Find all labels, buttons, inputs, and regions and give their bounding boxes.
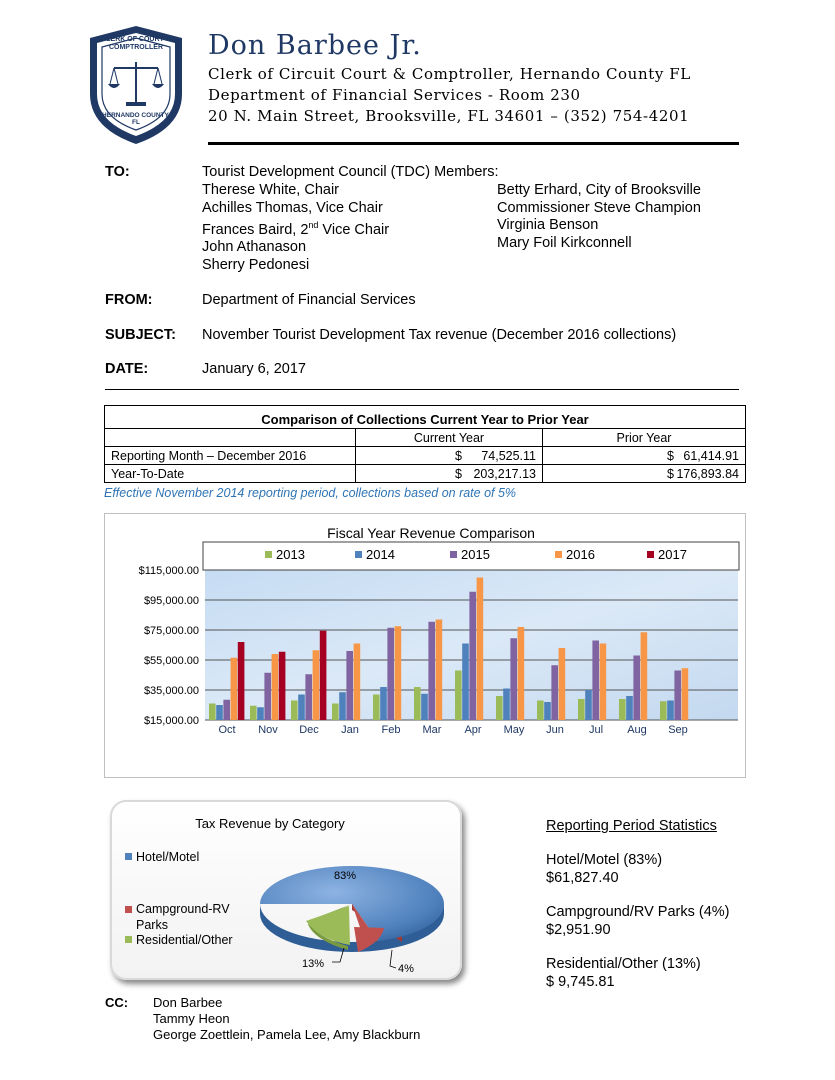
- table-row: [105, 447, 746, 465]
- current-value: 74,525.11: [481, 448, 536, 463]
- bar-2013-Aug: [619, 699, 626, 720]
- prior-cell: [543, 465, 746, 483]
- table-title: Comparison of Collections Current Year to Prior Year: [105, 406, 746, 429]
- bar-2016-Jul: [600, 644, 607, 721]
- col-current-header: Current Year: [356, 429, 543, 447]
- legend-swatch-2016: [555, 551, 562, 558]
- bar-2015-Aug: [633, 656, 640, 721]
- bar-2013-Oct: [209, 704, 216, 721]
- bar-2014-Sep: [667, 701, 674, 721]
- bar-2015-Feb: [387, 628, 394, 720]
- legend-label-2017: 2017: [658, 547, 687, 562]
- bar-2014-Feb: [380, 687, 387, 720]
- current-cell: [356, 447, 543, 465]
- prior-cell: [543, 447, 746, 465]
- member: Betty Erhard, City of Brooksville: [497, 182, 701, 198]
- member: John Athanason: [202, 239, 307, 256]
- legend-campground-line2: Parks: [136, 918, 168, 932]
- chart-title: Fiscal Year Revenue Comparison: [327, 525, 535, 541]
- x-tick-label: Aug: [627, 724, 647, 736]
- legend-campground: Campground-RV: [136, 902, 230, 916]
- legend-swatch-hotel: [125, 853, 132, 860]
- pie-label-residential: 13%: [302, 958, 325, 970]
- bar-2016-Dec: [313, 650, 320, 720]
- cc-label: CC:: [105, 995, 129, 1010]
- legend-hotel: Hotel/Motel: [136, 850, 200, 864]
- cc-line: Tammy Heon: [153, 1011, 230, 1026]
- legend-swatch-2017: [647, 551, 654, 558]
- legend-label-2013: 2013: [276, 547, 305, 562]
- legend-swatch-2015: [450, 551, 457, 558]
- table-corner-cell: [105, 429, 356, 447]
- cc-line: Don Barbee: [153, 995, 223, 1010]
- row-label: Reporting Month – December 2016: [105, 447, 356, 465]
- bar-2016-Aug: [641, 632, 648, 720]
- x-tick-label: Sep: [668, 724, 688, 736]
- clerk-title-line: Clerk of Circuit Court & Comptroller, Hernando County FL: [208, 65, 691, 83]
- legend-swatch-campground: [125, 906, 132, 913]
- bar-2017-Oct: [238, 642, 245, 720]
- currency-symbol: $: [455, 448, 462, 463]
- to-label: TO:: [105, 164, 130, 180]
- subject-value: November Tourist Development Tax revenue (December 2016 collections): [202, 327, 677, 343]
- bar-2015-Sep: [674, 671, 681, 721]
- memo-rule: [105, 389, 739, 390]
- members-left-list: [202, 182, 389, 274]
- bar-2014-Jan: [339, 692, 346, 720]
- clerk-name: Don Barbee Jr.: [208, 30, 422, 61]
- seal-top-text: CLERK OF COURT & COMPTROLLER: [101, 36, 171, 51]
- pie-title: Tax Revenue by Category: [195, 816, 345, 831]
- x-tick-label: Jan: [341, 724, 359, 736]
- bar-2015-Jul: [592, 641, 599, 721]
- x-tick-label: Apr: [464, 724, 482, 736]
- bar-2016-May: [518, 627, 525, 720]
- bar-2016-Mar: [436, 620, 443, 721]
- stat-value-campground: $2,951.90: [546, 922, 611, 938]
- member: Achilles Thomas, Vice Chair: [202, 199, 383, 216]
- table-row: [105, 465, 746, 483]
- prior-value: 176,893.84: [676, 466, 739, 481]
- comparison-table: [104, 405, 746, 483]
- bar-2014-Nov: [257, 707, 264, 720]
- col-prior-header: Prior Year: [543, 429, 746, 447]
- bar-2016-Sep: [682, 668, 689, 720]
- member: Frances Baird, 2nd Vice Chair: [202, 220, 390, 238]
- bar-2016-Oct: [231, 658, 238, 720]
- member: Virginia Benson: [497, 217, 599, 233]
- current-cell: [356, 465, 543, 483]
- x-tick-label: Nov: [258, 724, 278, 736]
- x-tick-label: May: [503, 724, 525, 736]
- x-tick-label: Mar: [422, 724, 442, 736]
- bar-2016-Apr: [477, 578, 484, 721]
- bar-2015-Jan: [346, 651, 353, 720]
- bar-2013-Apr: [455, 671, 462, 721]
- to-intro: Tourist Development Council (TDC) Members:: [202, 164, 499, 180]
- bar-2015-Nov: [264, 673, 271, 720]
- bar-2015-Oct: [223, 700, 230, 720]
- bar-2013-Nov: [250, 706, 257, 720]
- bar-2015-Dec: [305, 674, 312, 720]
- bar-2014-Mar: [421, 694, 428, 720]
- x-tick-label: Jul: [588, 724, 604, 736]
- member: Sherry Pedonesi: [202, 256, 310, 273]
- y-tick-label: $75,000.00: [143, 625, 199, 637]
- legend-label-2016: 2016: [566, 547, 595, 562]
- address-line: 20 N. Main Street, Brooksville, FL 34601 – (352) 754-4201: [208, 107, 690, 125]
- x-tick-label: Oct: [218, 724, 236, 736]
- pie-label-hotel: 83%: [334, 870, 357, 882]
- bar-2013-Jan: [332, 704, 339, 721]
- member: Mary Foil Kirkconnell: [497, 234, 632, 251]
- bar-2013-Dec: [291, 701, 298, 721]
- category-pie-chart: [110, 800, 462, 980]
- currency-symbol: $: [667, 448, 674, 463]
- stat-value-hotel: $61,827.40: [546, 870, 619, 886]
- bar-2014-Jul: [585, 690, 592, 720]
- date-value: January 6, 2017: [202, 361, 306, 377]
- bar-2014-Aug: [626, 696, 633, 720]
- bar-2015-Apr: [469, 592, 476, 720]
- current-value: 203,217.13: [473, 466, 536, 481]
- pie-leader-campground: [390, 950, 396, 968]
- y-tick-label: $15,000.00: [143, 715, 199, 727]
- pie-label-campground: 4%: [398, 963, 414, 975]
- bar-2017-Dec: [320, 631, 327, 720]
- revenue-bar-chart: [105, 514, 745, 777]
- member: Commissioner Steve Champion: [497, 199, 701, 216]
- legend-swatch-residential: [125, 936, 132, 943]
- from-label: FROM:: [105, 292, 153, 308]
- revenue-chart-frame: [104, 513, 746, 778]
- y-tick-label: $55,000.00: [143, 655, 199, 667]
- subject-label: SUBJECT:: [105, 327, 176, 343]
- bar-2016-Feb: [395, 626, 402, 720]
- bar-2015-May: [510, 638, 517, 720]
- bar-2014-Oct: [216, 705, 223, 720]
- stat-label-hotel: Hotel/Motel (83%): [546, 852, 663, 868]
- bar-2016-Jan: [354, 644, 361, 721]
- y-tick-label: $95,000.00: [143, 595, 199, 607]
- bar-2014-Apr: [462, 644, 469, 721]
- stat-value-residential: $ 9,745.81: [546, 974, 615, 990]
- cc-line: George Zoettlein, Pamela Lee, Amy Blackburn: [153, 1027, 421, 1042]
- currency-symbol: $: [667, 466, 674, 481]
- stat-label-residential: Residential/Other (13%): [546, 956, 701, 972]
- department-line: Department of Financial Services - Room 230: [208, 86, 581, 104]
- rate-note: Effective November 2014 reporting period, collections based on rate of 5%: [104, 486, 517, 500]
- member: Therese White, Chair: [202, 182, 339, 198]
- bar-2015-Jun: [551, 665, 558, 720]
- members-right-list: [497, 182, 701, 252]
- stat-label-campground: Campground/RV Parks (4%): [546, 904, 730, 920]
- seal-bottom-text: HERNANDO COUNTY, FL: [102, 112, 170, 126]
- bar-2015-Mar: [428, 622, 435, 720]
- bar-2013-May: [496, 696, 503, 720]
- row-label: Year-To-Date: [105, 465, 356, 483]
- bar-2014-Dec: [298, 695, 305, 721]
- y-tick-label: $35,000.00: [143, 685, 199, 697]
- legend-label-2015: 2015: [461, 547, 490, 562]
- bar-2014-May: [503, 689, 510, 721]
- currency-symbol: $: [455, 466, 462, 481]
- header-rule: [208, 142, 739, 145]
- bar-2013-Jun: [537, 701, 544, 721]
- x-tick-label: Feb: [381, 724, 401, 736]
- x-tick-label: Jun: [546, 724, 564, 736]
- legend-label-2014: 2014: [366, 547, 395, 562]
- bar-2013-Sep: [660, 701, 667, 720]
- bar-2013-Feb: [373, 695, 380, 721]
- legend-swatch-2013: [265, 551, 272, 558]
- x-tick-label: Dec: [299, 724, 319, 736]
- bar-2016-Nov: [272, 654, 279, 720]
- bar-2013-Mar: [414, 687, 421, 720]
- y-tick-label: $115,000.00: [138, 565, 199, 577]
- legend-residential: Residential/Other: [136, 933, 233, 947]
- bar-2013-Jul: [578, 699, 585, 720]
- date-label: DATE:: [105, 361, 149, 377]
- bar-2017-Nov: [279, 652, 286, 720]
- prior-value: 61,414.91: [683, 448, 739, 463]
- category-pie-frame: [110, 800, 462, 980]
- stats-title: Reporting Period Statistics: [546, 818, 717, 834]
- bar-2016-Jun: [559, 648, 566, 720]
- bar-2014-Jun: [544, 702, 551, 720]
- from-value: Department of Financial Services: [202, 292, 416, 308]
- legend-swatch-2014: [355, 551, 362, 558]
